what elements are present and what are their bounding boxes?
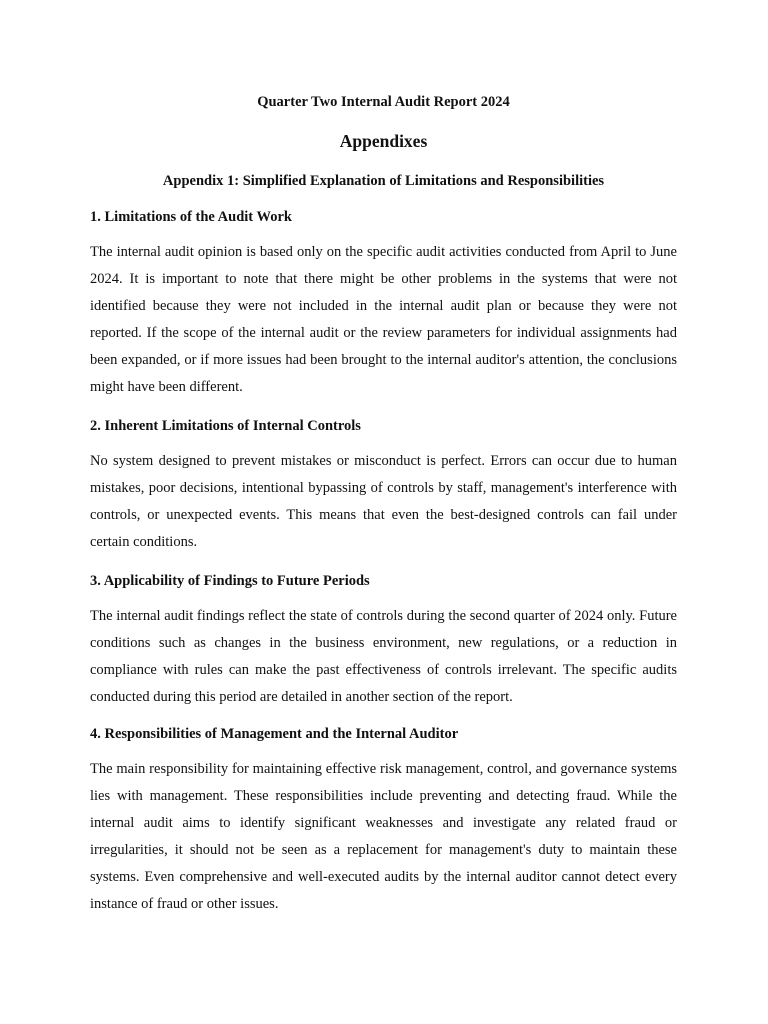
section-body: The main responsibility for maintaining effective risk management, control, and governance systems lies with management. These responsibilities include preventing and detecting fraud. While the internal audit aims to identify significant weaknesses and investigate any related fraud or irregularities, it should not be seen as a replacement for management's duty to maintain these systems. Even comprehensive and well-executed audits by the internal auditor cannot detect every instance of fraud or other issues.	[90, 761, 677, 912]
appendix-heading: Appendixes	[339, 131, 428, 151]
section-heading: 1. Limitations of the Audit Work	[90, 209, 292, 225]
section-applicability-future-periods	[90, 572, 677, 711]
section-heading: 4. Responsibilities of Management and the Internal Auditor	[90, 726, 459, 742]
section-body: The internal audit findings reflect the state of controls during the second quarter of 2024 only. Future conditions such as changes in the business environment, new regulations, or a reduction in compliance with rules can make the past effectiveness of controls irrelevant. The specific audits conducted during this period are detailed in another section of the report.	[90, 608, 677, 705]
section-body: No system designed to prevent mistakes or misconduct is perfect. Errors can occur due to human mistakes, poor decisions, intentional bypassing of controls by staff, management's interference with controls, or unexpected events. This means that even the best-designed controls can fail under certain conditions.	[90, 453, 677, 550]
section-heading: 3. Applicability of Findings to Future Periods	[90, 573, 370, 589]
section-heading: 2. Inherent Limitations of Internal Controls	[90, 418, 361, 434]
section-limitations-of-audit-work	[90, 208, 677, 401]
section-inherent-limitations	[90, 417, 677, 556]
section-body: The internal audit opinion is based only on the specific audit activities conducted from April to June 2024. It is important to note that there might be other problems in the systems that were not identified because they were not included in the internal audit plan or because they were not reported. If the scope of the internal audit or the review parameters for individual assignments had been expanded, or if more issues had been brought to the internal auditor's attention, the conclusions might have been different.	[90, 244, 677, 395]
section-responsibilities	[90, 725, 677, 918]
report-title: Quarter Two Internal Audit Report 2024	[257, 94, 510, 110]
appendix-subheading: Appendix 1: Simplified Explanation of Limitations and Responsibilities	[162, 173, 605, 189]
